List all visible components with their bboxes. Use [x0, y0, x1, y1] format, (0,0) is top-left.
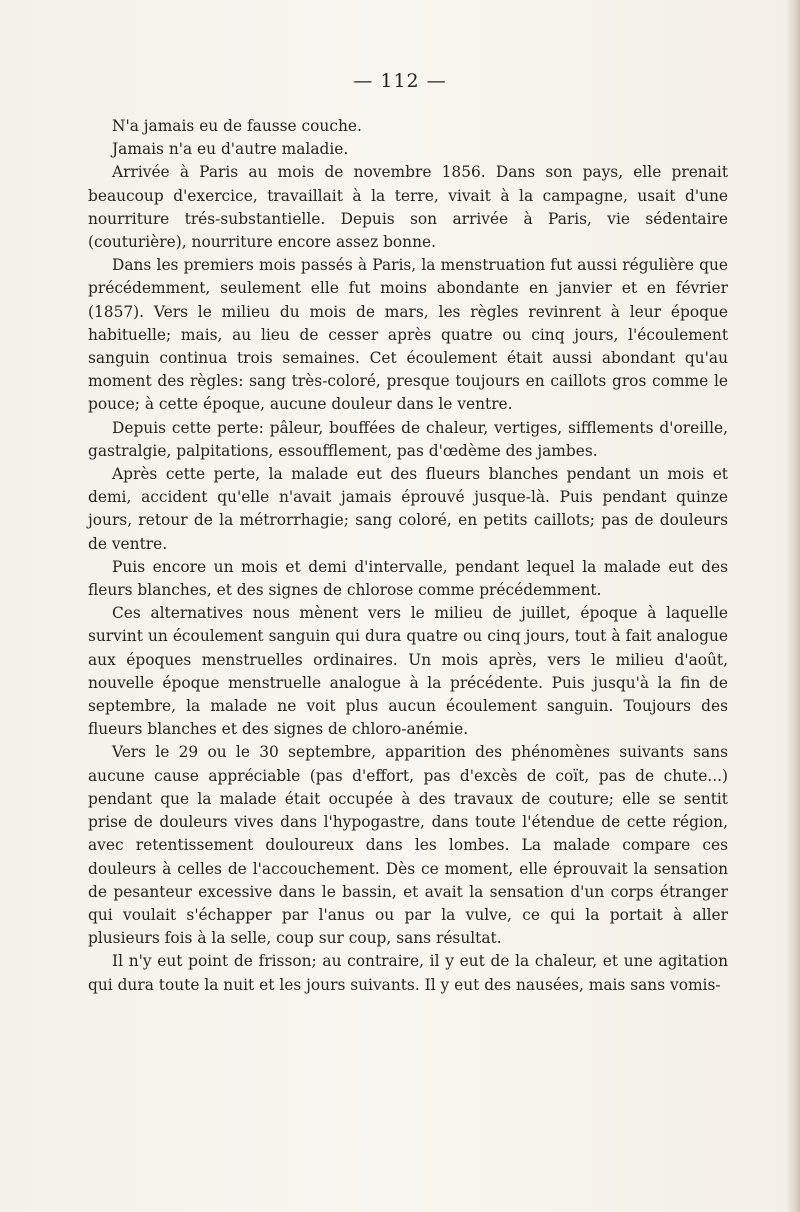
- body-text: [88, 115, 728, 997]
- paragraph-5: Depuis cette perte: pâleur, bouffées de chaleur, vertiges, sifflements d'oreille, gastralgie, palpitations, essoufflement, pas d'œdème des jambes.: [88, 418, 728, 460]
- paragraph-10: Il n'y eut point de frisson; au contraire, il y eut de la chaleur, et une agitation qui dura toute la nuit et les jours suivants. Il y eut des nausées, mais sans vomis-: [88, 952, 728, 994]
- page-number: — 112 —: [353, 70, 447, 92]
- paragraph-2: Jamais n'a eu d'autre maladie.: [112, 140, 349, 159]
- paragraph-4: Dans les premiers mois passés à Paris, la menstruation fut aussi régulière que précédemment, seulement elle fut moins abondante en janvier et en février (1857). Vers le milieu du mois de mars, les règles revinrent à leur époque habituelle; mais, au lieu de cesser après quatre ou cinq jours, l'écoulement sanguin continua trois semaines. Cet écoulement était aussi abondant qu'au moment des règles: sang très-coloré, presque toujours en caillots gros comme le pouce; à cette époque, aucune douleur dans le ventre.: [88, 256, 728, 414]
- paragraph-6: Après cette perte, la malade eut des flueurs blanches pendant un mois et demi, accident qu'elle n'avait jamais éprouvé jusque-là. Puis pendant quinze jours, retour de la métrorrhagie; sang coloré, en petits caillots; pas de douleurs de ventre.: [88, 465, 728, 553]
- paragraph-8: Ces alternatives nous mènent vers le milieu de juillet, époque à laquelle survint un écoulement sanguin qui dura quatre ou cinq jours, tout à fait analogue aux époques menstruelles ordinaires. Un mois après, vers le milieu d'août, nouvelle époque menstruelle analogue à la précédente. Puis jusqu'à la fin de septembre, la malade ne voit plus aucun écoulement sanguin. Toujours des flueurs blanches et des signes de chloro-anémie.: [88, 604, 728, 739]
- page-edge-shadow: [786, 0, 800, 1212]
- paragraph-7: Puis encore un mois et demi d'intervalle, pendant lequel la malade eut des fleurs blanches, et des signes de chlorose comme précédemment.: [88, 557, 728, 600]
- paragraph-9: Vers le 29 ou le 30 septembre, apparition des phénomènes suivants sans aucune cause appréciable (pas d'effort, pas d'excès de coït, pas de chute...) pendant que la malade était occupée à des travaux de couture; elle se sentit prise de douleurs vives dans l'hypogastre, dans toute l'étendue de cette région, avec retentissement douloureux dans les lombes. La malade compare ces douleurs à celles de l'accouchement. Dès ce moment, elle éprouvait la sensation de pesanteur excessive dans le bassin, et avait la sensation d'un corps étranger qui voulait s'échapper par l'anus ou par la vulve, ce qui la portait à aller plusieurs fois à la selle, coup sur coup, sans résultat.: [88, 743, 728, 948]
- paragraph-3: Arrivée à Paris au mois de novembre 1856. Dans son pays, elle prenait beaucoup d'exercice, travaillait à la terre, vivait à la campagne, usait d'une nourriture trés-substantielle. Depuis son arrivée à Paris, vie sédentaire (couturière), nourriture encore assez bonne.: [88, 163, 728, 252]
- paragraph-1: N'a jamais eu de fausse couche.: [112, 117, 362, 135]
